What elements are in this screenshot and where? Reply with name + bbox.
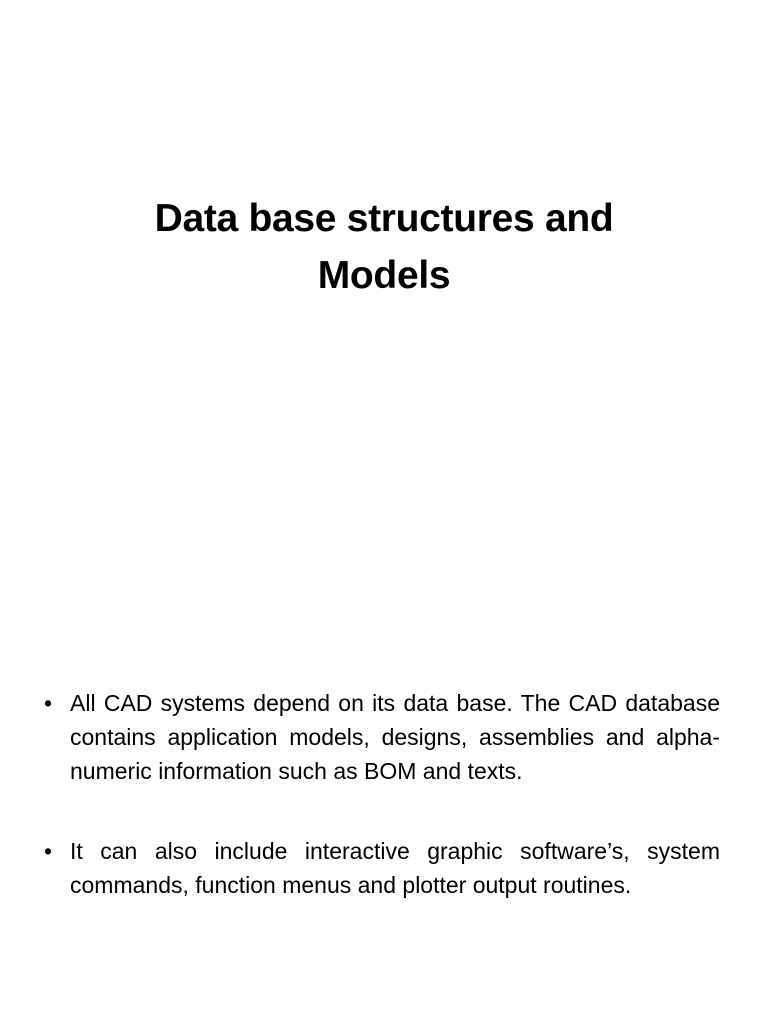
list-item xyxy=(44,686,720,788)
bullet-list xyxy=(44,686,720,902)
bullet-dot-icon: • xyxy=(44,690,53,716)
slide-title xyxy=(0,190,768,304)
slide-title-line-1: Data base structures and xyxy=(154,197,614,240)
bullet-text: It can also include interactive graphic software’s, system commands, function menus and plotter output routines. xyxy=(70,838,720,898)
bullet-text: All CAD systems depend on its data base. The CAD database contains application models, designs, assemblies and alpha-numeric information such as BOM and texts. xyxy=(70,690,720,784)
slide-title-line-2: Models xyxy=(317,254,451,297)
bullet-dot-icon: • xyxy=(44,838,53,864)
list-item xyxy=(44,834,720,902)
